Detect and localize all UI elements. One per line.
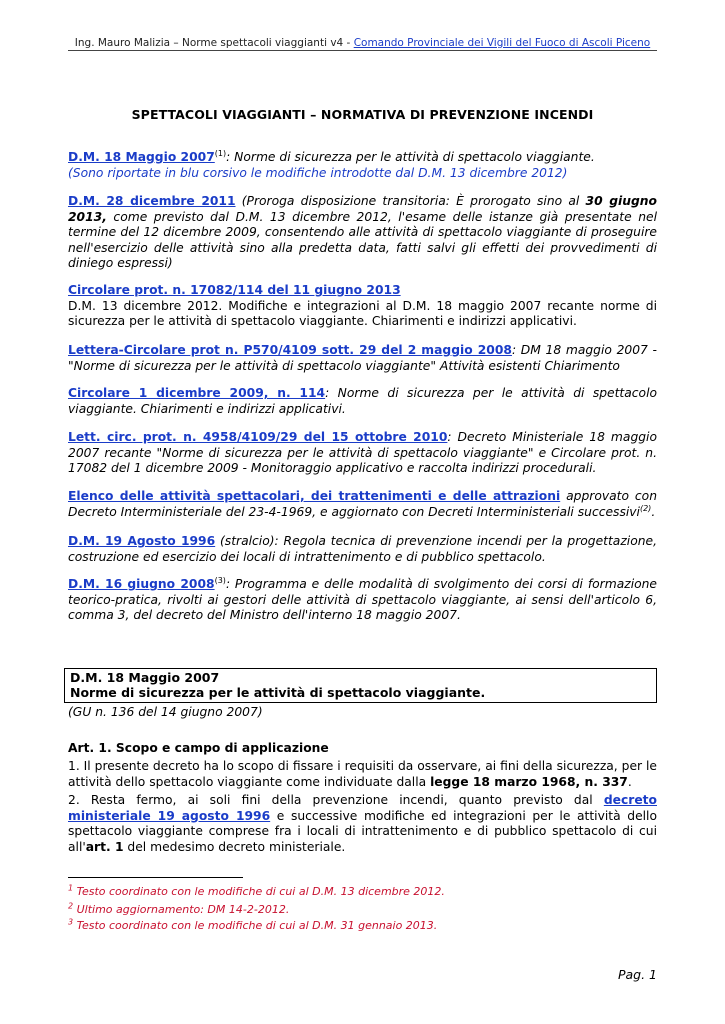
footnote-text: Testo coordinato con le modifiche di cui al D.M. 31 gennaio 2013. <box>73 919 438 932</box>
footnote-ref[interactable]: (1) <box>214 148 227 158</box>
footnote-1 <box>68 885 445 898</box>
entry-link[interactable]: D.M. 16 giugno 2008 <box>68 577 215 591</box>
footnote-number: 1 <box>68 883 74 893</box>
entry-link[interactable]: D.M. 19 Agosto 1996 <box>68 534 216 548</box>
header-text: Ing. Mauro Malizia – Norme spettacoli viaggianti v4 - <box>74 37 354 49</box>
page-header <box>0 37 725 49</box>
article-paragraph-2 <box>68 793 657 855</box>
paragraph-text: 2. Resta fermo, ai soli fini della prevenzione incendi, quanto previsto dal <box>68 793 604 807</box>
footnote-2 <box>68 903 289 916</box>
entry-link[interactable]: D.M. 18 Maggio 2007 <box>68 150 215 164</box>
entry-elenco-attivita <box>68 489 657 520</box>
entry-text: (Proroga disposizione transitoria: È prorogato sino al <box>235 194 586 208</box>
gazette-reference: (GU n. 136 del 14 giugno 2007) <box>68 705 263 719</box>
footnote-text: Testo coordinato con le modifiche di cui al D.M. 13 dicembre 2012. <box>73 885 445 898</box>
entry-text: D.M. 13 dicembre 2012. Modifiche e integrazioni al D.M. 18 maggio 2007 recante norme di sicurezza per le attività di spettacolo viaggiante. Chiarimenti e indirizzi applicativi. <box>68 298 657 328</box>
entry-text: come previsto dal D.M. 13 dicembre 2012, l'esame delle istanze già presentate nel termine del 12 dicembre 2009, consentendo alle attività di spettacolo viaggiante di proseguire nell'esercizio delle attività sino alla predetta data, fatti salvi gli effetti dei provvedimenti di diniego espressi) <box>68 209 657 270</box>
paragraph-link[interactable]: decreto ministeriale 19 agosto 1996 <box>68 793 657 823</box>
entry-text: : DM 18 maggio 2007 - "Norme di sicurezza per le attività di spettacolo viaggiante" Attività esistenti Chiarimento <box>68 343 657 373</box>
paragraph-bold: legge 18 marzo 1968, n. 337 <box>430 774 628 789</box>
footnote-ref[interactable]: (2) <box>639 503 652 513</box>
entry-dm-2008 <box>68 577 657 624</box>
entry-text: : Programma e delle modalità di svolgimento dei corsi di formazione teorico-pratica, rivolti ai gestori delle attività di spettacolo viaggiante, ai sensi dell'articolo 6, comma 3, del decreto del Ministro dell'interno 18 maggio 2007. <box>68 577 657 622</box>
paragraph-text: 1. Il presente decreto ha lo scopo di fissare i requisiti da osservare, ai fini della sicurezza, per le attività dello spettacolo viaggiante come individuate dalla <box>68 759 657 789</box>
paragraph-end: . <box>627 774 632 789</box>
paragraph-bold: art. 1 <box>85 839 124 854</box>
footnote-text: Ultimo aggiornamento: DM 14-2-2012. <box>73 903 290 916</box>
footnote-number: 2 <box>68 901 74 911</box>
entry-dm-2011 <box>68 194 657 272</box>
decree-name: D.M. 18 Maggio 2007 <box>70 670 220 685</box>
entry-dm-1996 <box>68 534 657 565</box>
page-number: Pag. 1 <box>617 967 657 982</box>
entry-end: . <box>651 504 656 519</box>
entry-text: approvato con Decreto Interministeriale del 23-4-1969, e aggiornato con Decreti Interministeriali successivi <box>68 489 657 519</box>
entry-circ-2013 <box>68 283 657 330</box>
entry-lett-circ-2010 <box>68 430 657 477</box>
header-rule <box>68 50 657 51</box>
entry-text: (stralcio): Regola tecnica di prevenzione incendi per la progettazione, costruzione ed esercizio dei locali di intrattenimento e di pubblico spettacolo. <box>68 534 657 564</box>
article-paragraph-1 <box>68 759 657 790</box>
footnote-ref[interactable]: (3) <box>214 575 226 585</box>
document-title: SPETTACOLI VIAGGIANTI – NORMATIVA DI PREVENZIONE INCENDI <box>131 107 594 122</box>
paragraph-text: e successive modifiche ed integrazioni per le attività dello spettacolo viaggiante comprese fra i locali di intrattenimento e di pubblico spettacolo di cui all' <box>68 808 657 854</box>
entry-bold: 30 giugno 2013, <box>68 194 658 224</box>
decree-title-box <box>64 668 657 703</box>
entry-note: (Sono riportate in blu corsivo le modifiche introdotte dal D.M. 13 dicembre 2012) <box>68 165 568 180</box>
entry-circ-2009 <box>68 386 657 417</box>
footnote-number: 3 <box>68 917 74 927</box>
decree-subtitle: Norme di sicurezza per le attività di spettacolo viaggiante. <box>70 685 486 700</box>
entry-text: : Decreto Ministeriale 18 maggio 2007 recante "Norme di sicurezza per le attività di spettacolo viaggiante" e Circolare prot. n. 17082 del 1 dicembre 2009 - Monitoraggio applicativo e raccolta indirizzi procedurali. <box>68 430 657 475</box>
article-heading: Art. 1. Scopo e campo di applicazione <box>68 741 329 755</box>
entry-link[interactable]: D.M. 28 dicembre 2011 <box>68 194 236 208</box>
entry-lett-circ-2008 <box>68 343 657 374</box>
entry-link[interactable]: Lettera-Circolare prot n. P570/4109 sott. 29 del 2 maggio 2008 <box>68 343 512 357</box>
entry-dm-2007 <box>68 150 657 181</box>
entry-link[interactable]: Lett. circ. prot. n. 4958/4109/29 del 15 ottobre 2010 <box>68 430 448 444</box>
footnote-separator <box>68 877 243 878</box>
entry-text: : Norme di sicurezza per le attività di spettacolo viaggiante. Chiarimenti e indirizzi applicativi. <box>68 386 658 416</box>
entry-link[interactable]: Circolare prot. n. 17082/114 del 11 giugno 2013 <box>68 283 401 297</box>
entry-text: : Norme di sicurezza per le attività di spettacolo viaggiante. <box>226 150 595 164</box>
entry-link[interactable]: Circolare 1 dicembre 2009, n. 114 <box>68 386 326 400</box>
header-link[interactable]: Comando Provinciale dei Vigili del Fuoco di Ascoli Piceno <box>353 37 651 49</box>
entry-link[interactable]: Elenco delle attività spettacolari, dei trattenimenti e delle attrazioni <box>68 489 561 503</box>
footnote-3 <box>68 919 437 932</box>
paragraph-text: del medesimo decreto ministeriale. <box>123 839 346 854</box>
